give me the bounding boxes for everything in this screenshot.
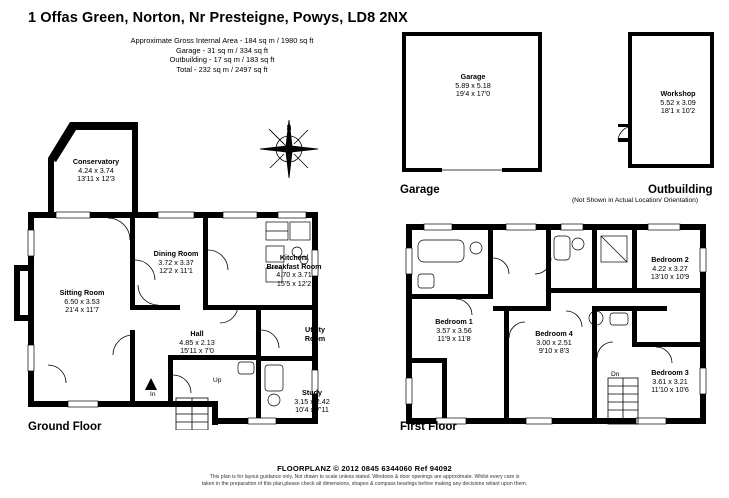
room-study [272, 389, 352, 415]
room-name: Utility [305, 325, 325, 334]
garage-label: Garage [400, 184, 440, 196]
room-imperial: 13'11 x 12'3 [77, 174, 115, 184]
room-imperial: 12'2 x 11'1 [159, 266, 193, 276]
room-dining-room [128, 250, 224, 276]
room-imperial: 21'4 x 11'7 [65, 305, 99, 315]
room-bedroom-2 [628, 256, 712, 282]
room-metric: 4.22 x 3.27 [652, 263, 688, 273]
room-metric: 6.50 x 3.53 [64, 296, 100, 306]
room-imperial: 11'9 x 11'8 [437, 334, 471, 344]
room-metric: 3.61 x 3.21 [652, 376, 688, 386]
room-name: Bedroom 1 [435, 317, 473, 326]
room-metric: 4.24 x 3.74 [78, 165, 114, 175]
garage-room-label [408, 73, 538, 99]
area-line-2: Outbuilding - 17 sq m / 183 sq ft [169, 55, 275, 65]
room-name: Kitchen/ [279, 253, 309, 262]
room-name: Bedroom 3 [651, 368, 689, 377]
entrance-in-label: In [150, 391, 156, 398]
room-sitting-room [30, 289, 134, 315]
outbuilding-label: Outbuilding [648, 184, 713, 196]
room-imperial: 11'10 x 10'6 [651, 385, 689, 395]
room-metric: 3.00 x 2.51 [536, 337, 572, 347]
room-metric: 3.57 x 3.56 [436, 325, 472, 335]
area-line-0: Approximate Gross Internal Area - 184 sq m / 1980 sq ft [130, 36, 314, 45]
footer-disclaimer-line-1: This plan is for layout guidance only. Not drawn to scale unless stated. Windows & door openings are approximate. Whilst every care is [209, 474, 520, 480]
room-bedroom-4 [512, 330, 596, 356]
room-name: Bedroom 2 [651, 255, 689, 264]
workshop-room-imperial: 18'1 x 10'2 [660, 106, 696, 116]
area-summary [112, 36, 332, 74]
room-metric: 3.72 x 3.37 [158, 257, 194, 267]
room-kitchen-breakfast [252, 254, 336, 288]
workshop-room-label [628, 90, 728, 116]
room-name: Sitting Room [59, 288, 105, 297]
garage-room-name: Garage [460, 72, 486, 81]
page-title: 1 Offas Green, Norton, Nr Presteigne, Powys, LD8 2NX [28, 10, 408, 26]
garage-room-imperial: 19'4 x 17'0 [455, 89, 491, 99]
footer-brand: FLOORPLANZ © 2012 0845 6344060 Ref 94092 [277, 464, 452, 473]
compass-n: N [286, 125, 292, 132]
ground-floor-label: Ground Floor [28, 421, 102, 433]
room-name-2: Room [304, 333, 326, 343]
room-imperial: 15'5 x 12'2 [276, 278, 312, 288]
room-name: Hall [190, 329, 204, 338]
room-metric: 4.85 x 2.13 [179, 337, 215, 347]
room-name: Dining Room [153, 249, 199, 258]
room-name: Conservatory [72, 157, 120, 166]
garage-plan [398, 28, 568, 178]
room-imperial: 13'10 x 10'9 [650, 272, 690, 282]
room-metric: 3.15 x 2.42 [294, 396, 330, 406]
room-utility [290, 326, 340, 343]
room-name-2: Breakfast Room [266, 261, 322, 271]
workshop-room-metric: 5.52 x 3.09 [660, 97, 696, 107]
workshop-room-name: Workshop [660, 89, 696, 98]
room-imperial: 10'4 x 7'11 [295, 405, 329, 415]
room-name: Bedroom 4 [535, 329, 573, 338]
first-floor-label: First Floor [400, 421, 457, 433]
room-imperial: 15'11 x 7'0 [180, 346, 214, 356]
garage-room-metric: 5.89 x 5.18 [455, 80, 491, 90]
room-bedroom-3 [628, 369, 712, 395]
room-name: Study [302, 388, 322, 397]
outbuilding-note: (Not Shown in Actual Location/ Orientation) [571, 197, 699, 204]
footer-disclaimer-line-2: taken in the preparation of this plan,please check all dimensions, shapes & compass bearings before making any decisions reliant upon them. [201, 480, 528, 487]
room-bedroom-1 [412, 318, 496, 344]
stairs-up-label: Up [213, 377, 222, 384]
room-metric: 4.70 x 3.71 [276, 270, 312, 280]
room-conservatory [44, 158, 148, 184]
room-hall [155, 330, 239, 356]
area-line-3: Total - 232 sq m / 2497 sq ft [176, 64, 268, 74]
stairs-down-label: Dn [611, 371, 620, 378]
room-imperial: 9'10 x 8'3 [538, 346, 570, 356]
area-line-1: Garage - 31 sq m / 334 sq ft [175, 45, 269, 55]
footer-disclaimer [0, 474, 729, 487]
